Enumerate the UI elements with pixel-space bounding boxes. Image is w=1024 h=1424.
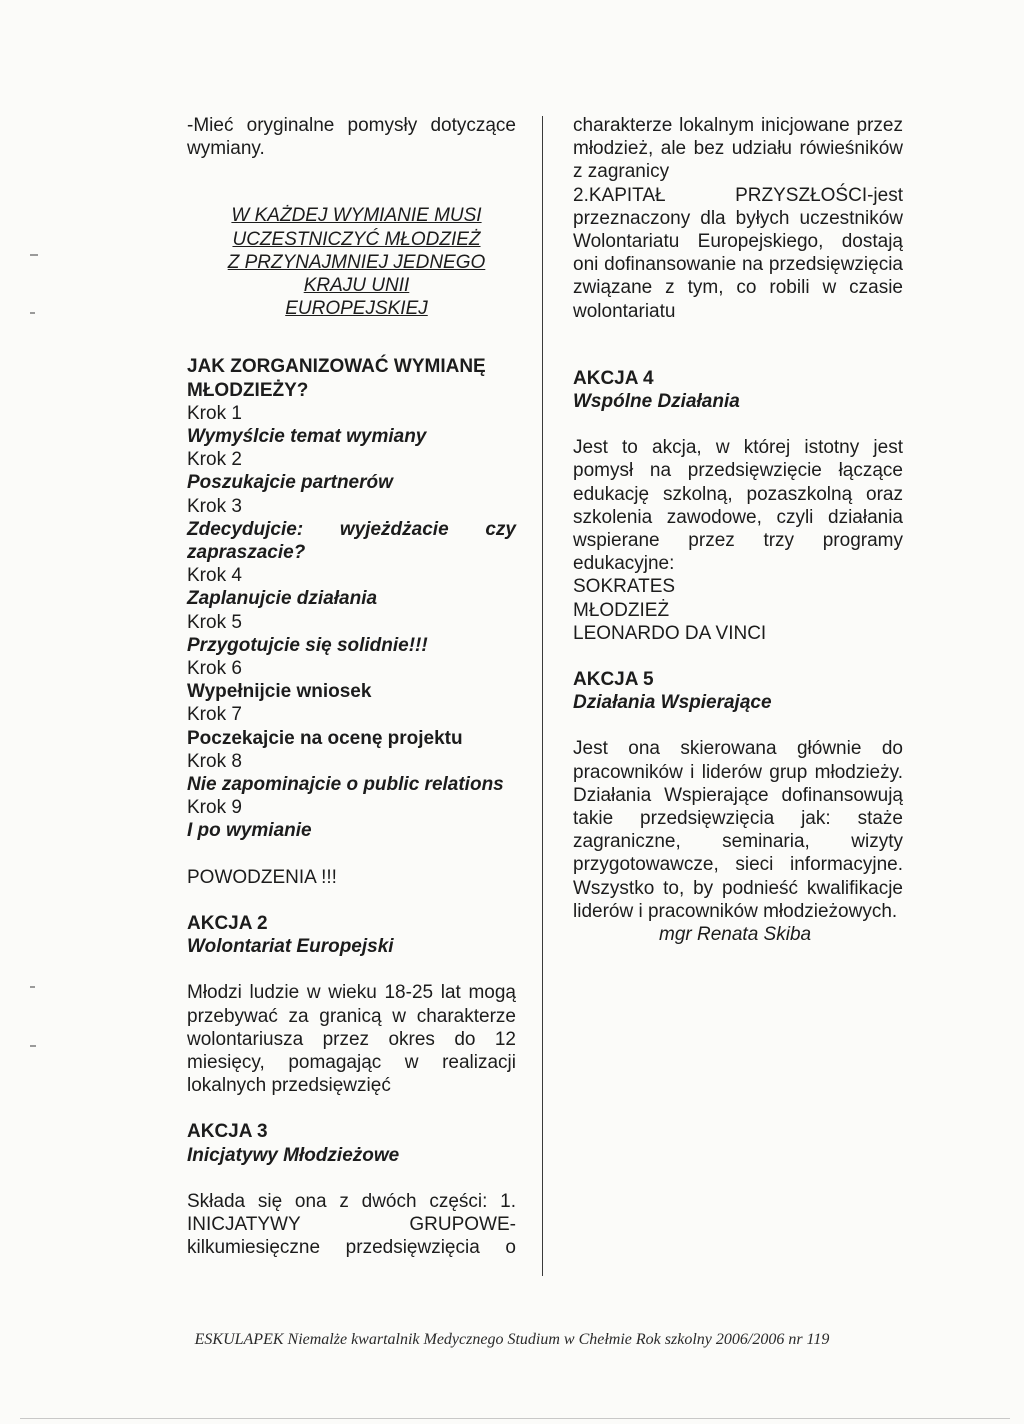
continuation-paragraph: charakterze lokalnym inicjowane przez młodzież, ale bez udziału rówieśników z zagranicy [573,115,903,183]
page-footer: ESKULAPEK Niemalże kwartalnik Medycznego Studium w Chełmie Rok szkolny 2006/2006 nr 119 [194,1331,830,1348]
author-signature: mgr Renata Skiba [659,924,812,946]
left-column [187,114,516,1259]
step-text: Zaplanujcie działania [187,588,378,610]
step-text: Nie zapominajcie o public relations [187,774,504,796]
program-item: SOKRATES [573,576,676,598]
akcja2-heading: AKCJA 2 [187,912,268,934]
notice-line: W KAŻDEJ WYMIANIE MUSI [231,205,482,227]
scan-mark [30,254,38,256]
akcja5-heading: AKCJA 5 [573,669,654,691]
akcja4-subheading: Wspólne Działania [573,391,740,413]
notice-box [187,204,516,320]
good-luck-text: POWODZENIA !!! [187,866,337,888]
akcja5-subheading: Działania Wspierające [573,692,772,714]
step-text: Poszukajcie partnerów [187,472,393,494]
right-column [573,114,903,946]
step-label: Krok 4 [187,565,242,587]
step-text: I po wymianie [187,820,312,842]
akcja4-heading: AKCJA 4 [573,367,654,389]
notice-line: EUROPEJSKIEJ [285,298,428,320]
step-label: Krok 7 [187,704,242,726]
akcja2-subheading: Wolontariat Europejski [187,936,394,958]
notice-line: UCZESTNICZYĆ MŁODZIEŻ [232,228,481,250]
step-label: Krok 6 [187,658,242,680]
step-text: Zdecydujcie: wyjeżdżacie czy zapraszacie? [187,518,516,564]
akcja3-paragraph: Składa się ona z dwóch części: 1. INICJATYWY GRUPOWE-kilkumiesięczne przedsięwzięcia o [187,1190,516,1259]
step-label: Krok 3 [187,495,242,517]
akcja5-paragraph: Jest ona skierowana głównie do pracowników i liderów grup młodzieży. Działania Wspierające dofinansowują takie przedsięwzięcia jak: staże zagraniczne, seminaria, wizyty przygotowawcze, sieci informacyjne. Wszystko to, by podnieść kwalifikacje liderów i pracowników młodzieżowych. [573,738,903,922]
step-label: Krok 2 [187,449,242,471]
notice-line: KRAJU UNII [303,275,410,297]
howto-heading: JAK ZORGANIZOWAĆ WYMIANĘ MŁODZIEŻY? [187,356,486,401]
step-text: Przygotujcie się solidnie!!! [187,634,428,656]
step-label: Krok 9 [187,797,242,819]
akcja4-paragraph: Jest to akcja, w której istotny jest pomysł na przedsięwzięcie łączące edukację szkolną, pozaszkolną oraz szkolenia zawodowe, czyli działania wspierane przez trzy programy edukacyjne: [573,437,903,575]
column-divider [542,116,543,1276]
step-text: Poczekajcie na ocenę projektu [187,727,463,749]
step-text: Wymyślcie temat wymiany [187,426,427,448]
scan-mark [30,986,35,988]
program-item: LEONARDO DA VINCI [573,622,767,644]
scan-edge-line [20,1418,1010,1419]
scan-mark [30,1045,36,1047]
scan-mark [30,312,35,314]
program-item: MŁODZIEŻ [573,599,670,621]
step-label: Krok 1 [187,402,242,424]
intro-paragraph: -Mieć oryginalne pomysły dotyczące wymiany. [187,115,516,160]
step-label: Krok 5 [187,611,242,633]
step-label: Krok 8 [187,750,242,772]
akcja3-subheading: Inicjatywy Młodzieżowe [187,1144,400,1166]
akcja3-heading: AKCJA 3 [187,1121,268,1143]
akcja2-paragraph: Młodzi ludzie w wieku 18-25 lat mogą przebywać za granicą w charakterze wolontariusza przez okres do 12 miesięcy, pomagając w realizacji lokalnych przedsięwzięć [187,982,516,1097]
kapital-paragraph: 2.KAPITAŁ PRZYSZŁOŚCI-jest przeznaczony dla byłych uczestników Wolontariatu Europejskiego, dostają oni dofinansowanie na przedsięwzięcia związane z tym, co robili w czasie wolontariatu [573,184,903,322]
step-text: Wypełnijcie wniosek [187,681,372,703]
notice-line: Z PRZYNAJMNIEJ JEDNEGO [227,251,486,273]
